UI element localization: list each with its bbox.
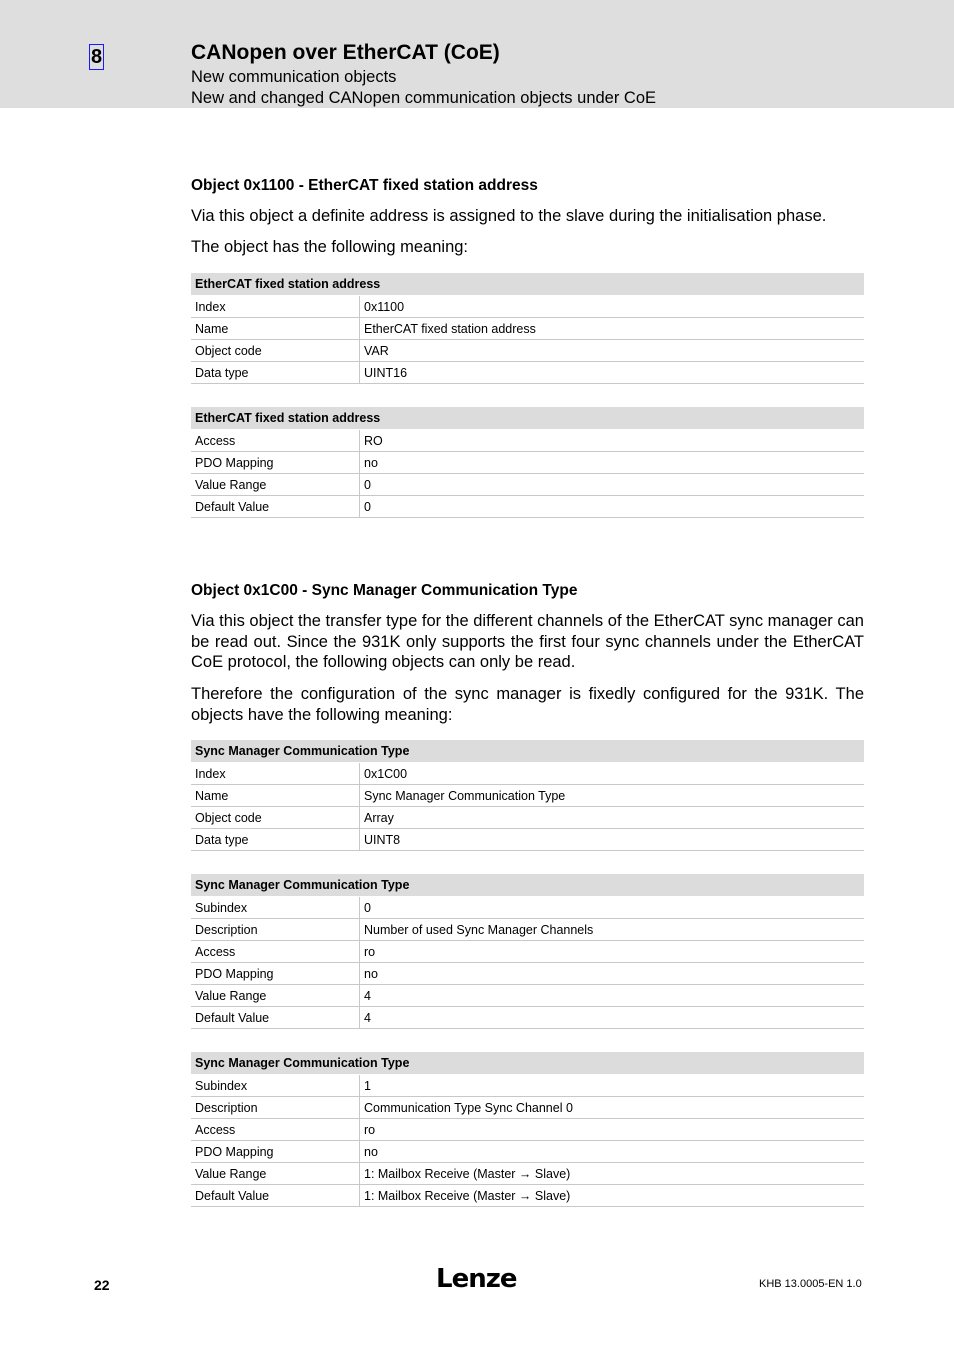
table-row xyxy=(191,785,864,807)
row-key: Object code xyxy=(191,807,360,829)
paragraph: Via this object a definite address is assigned to the slave during the initialisation phase. xyxy=(191,207,827,225)
section-heading: Object 0x1100 - EtherCAT fixed station address xyxy=(191,177,538,194)
row-key: Description xyxy=(191,919,360,941)
chapter-subtitle: New communication objects xyxy=(191,68,397,86)
section-2-para-1 xyxy=(191,611,864,673)
object-table xyxy=(191,740,864,851)
table-title: EtherCAT fixed station address xyxy=(191,273,864,296)
row-key: Value Range xyxy=(191,1163,360,1185)
row-key: Access xyxy=(191,941,360,963)
row-value: 4 xyxy=(360,985,865,1007)
section-2-para-2 xyxy=(191,684,864,725)
table-row xyxy=(191,763,864,785)
row-value: Array xyxy=(360,807,865,829)
row-key: Data type xyxy=(191,829,360,851)
row-key: Default Value xyxy=(191,496,360,518)
row-value: EtherCAT fixed station address xyxy=(360,318,865,340)
row-value: 1: Mailbox Receive (Master → Slave) xyxy=(360,1163,865,1185)
document-id: KHB 13.0005-EN 1.0 xyxy=(759,1278,862,1290)
table-title: Sync Manager Communication Type xyxy=(191,1052,864,1075)
table-row xyxy=(191,1007,864,1029)
row-key: Access xyxy=(191,1119,360,1141)
row-value: ro xyxy=(360,1119,865,1141)
row-value: 0x1100 xyxy=(360,296,865,318)
section-1 xyxy=(191,177,864,195)
table-row xyxy=(191,1185,864,1207)
table-row xyxy=(191,963,864,985)
table-row xyxy=(191,919,864,941)
row-key: Data type xyxy=(191,362,360,384)
row-value: Communication Type Sync Channel 0 xyxy=(360,1097,865,1119)
section-heading: Object 0x1C00 - Sync Manager Communication Type xyxy=(191,582,578,599)
table-title: Sync Manager Communication Type xyxy=(191,740,864,763)
row-key: PDO Mapping xyxy=(191,963,360,985)
row-key: Value Range xyxy=(191,474,360,496)
table-row xyxy=(191,897,864,919)
table-row xyxy=(191,340,864,362)
row-key: Index xyxy=(191,763,360,785)
object-table xyxy=(191,273,864,384)
row-key: PDO Mapping xyxy=(191,1141,360,1163)
row-value: RO xyxy=(360,430,865,452)
table-title: EtherCAT fixed station address xyxy=(191,407,864,430)
object-table xyxy=(191,874,864,1029)
row-key: Object code xyxy=(191,340,360,362)
row-key: Index xyxy=(191,296,360,318)
row-value: 1: Mailbox Receive (Master → Slave) xyxy=(360,1185,865,1207)
object-table xyxy=(191,1052,864,1207)
row-key: Subindex xyxy=(191,1075,360,1097)
table-row xyxy=(191,829,864,851)
row-value: UINT8 xyxy=(360,829,865,851)
table-sync-manager-2 xyxy=(191,874,864,1029)
table-row xyxy=(191,1075,864,1097)
paragraph: Therefore the configuration of the sync manager is fixedly configured for the 931K. The objects have the following meaning: xyxy=(191,685,864,724)
row-value: 0x1C00 xyxy=(360,763,865,785)
table-row xyxy=(191,807,864,829)
table-row xyxy=(191,362,864,384)
page-number: 22 xyxy=(94,1277,110,1293)
row-value: 0 xyxy=(360,496,865,518)
row-key: Name xyxy=(191,785,360,807)
section-1-para-1 xyxy=(191,206,864,227)
section-2 xyxy=(191,582,864,600)
table-row xyxy=(191,1141,864,1163)
section-1-para-2 xyxy=(191,237,864,258)
row-key: Value Range xyxy=(191,985,360,1007)
table-row xyxy=(191,496,864,518)
row-key: Default Value xyxy=(191,1185,360,1207)
table-sync-manager-3 xyxy=(191,1052,864,1207)
object-table xyxy=(191,407,864,518)
row-value: Sync Manager Communication Type xyxy=(360,785,865,807)
row-value: 1 xyxy=(360,1075,865,1097)
table-title: Sync Manager Communication Type xyxy=(191,874,864,897)
row-value: ro xyxy=(360,941,865,963)
paragraph: The object has the following meaning: xyxy=(191,238,469,256)
row-key: Name xyxy=(191,318,360,340)
row-value: 0 xyxy=(360,897,865,919)
table-row xyxy=(191,430,864,452)
table-row xyxy=(191,941,864,963)
table-row xyxy=(191,1119,864,1141)
row-key: PDO Mapping xyxy=(191,452,360,474)
row-key: Default Value xyxy=(191,1007,360,1029)
table-row xyxy=(191,318,864,340)
row-value: no xyxy=(360,963,865,985)
table-row xyxy=(191,474,864,496)
table-fixed-station-1 xyxy=(191,273,864,384)
row-value: Number of used Sync Manager Channels xyxy=(360,919,865,941)
row-value: no xyxy=(360,1141,865,1163)
lenze-logo: Lenze xyxy=(436,1264,517,1294)
row-value: VAR xyxy=(360,340,865,362)
chapter-subtitle-2: New and changed CANopen communication objects under CoE xyxy=(191,89,657,107)
row-key: Description xyxy=(191,1097,360,1119)
row-key: Access xyxy=(191,430,360,452)
table-row xyxy=(191,1163,864,1185)
paragraph: Via this object the transfer type for the different channels of the EtherCAT sync manager can be read out. Since the 931K only supports the first four sync channels under the EtherCAT CoE protocol, the following objects can only be read. xyxy=(191,612,864,671)
row-value: UINT16 xyxy=(360,362,865,384)
row-key: Subindex xyxy=(191,897,360,919)
table-row xyxy=(191,1097,864,1119)
row-value: no xyxy=(360,452,865,474)
table-row xyxy=(191,452,864,474)
table-row xyxy=(191,985,864,1007)
table-sync-manager-1 xyxy=(191,740,864,851)
row-value: 4 xyxy=(360,1007,865,1029)
table-fixed-station-2 xyxy=(191,407,864,518)
chapter-number[interactable]: 8 xyxy=(90,46,103,68)
table-row xyxy=(191,296,864,318)
chapter-title: CANopen over EtherCAT (CoE) xyxy=(191,41,500,64)
row-value: 0 xyxy=(360,474,865,496)
